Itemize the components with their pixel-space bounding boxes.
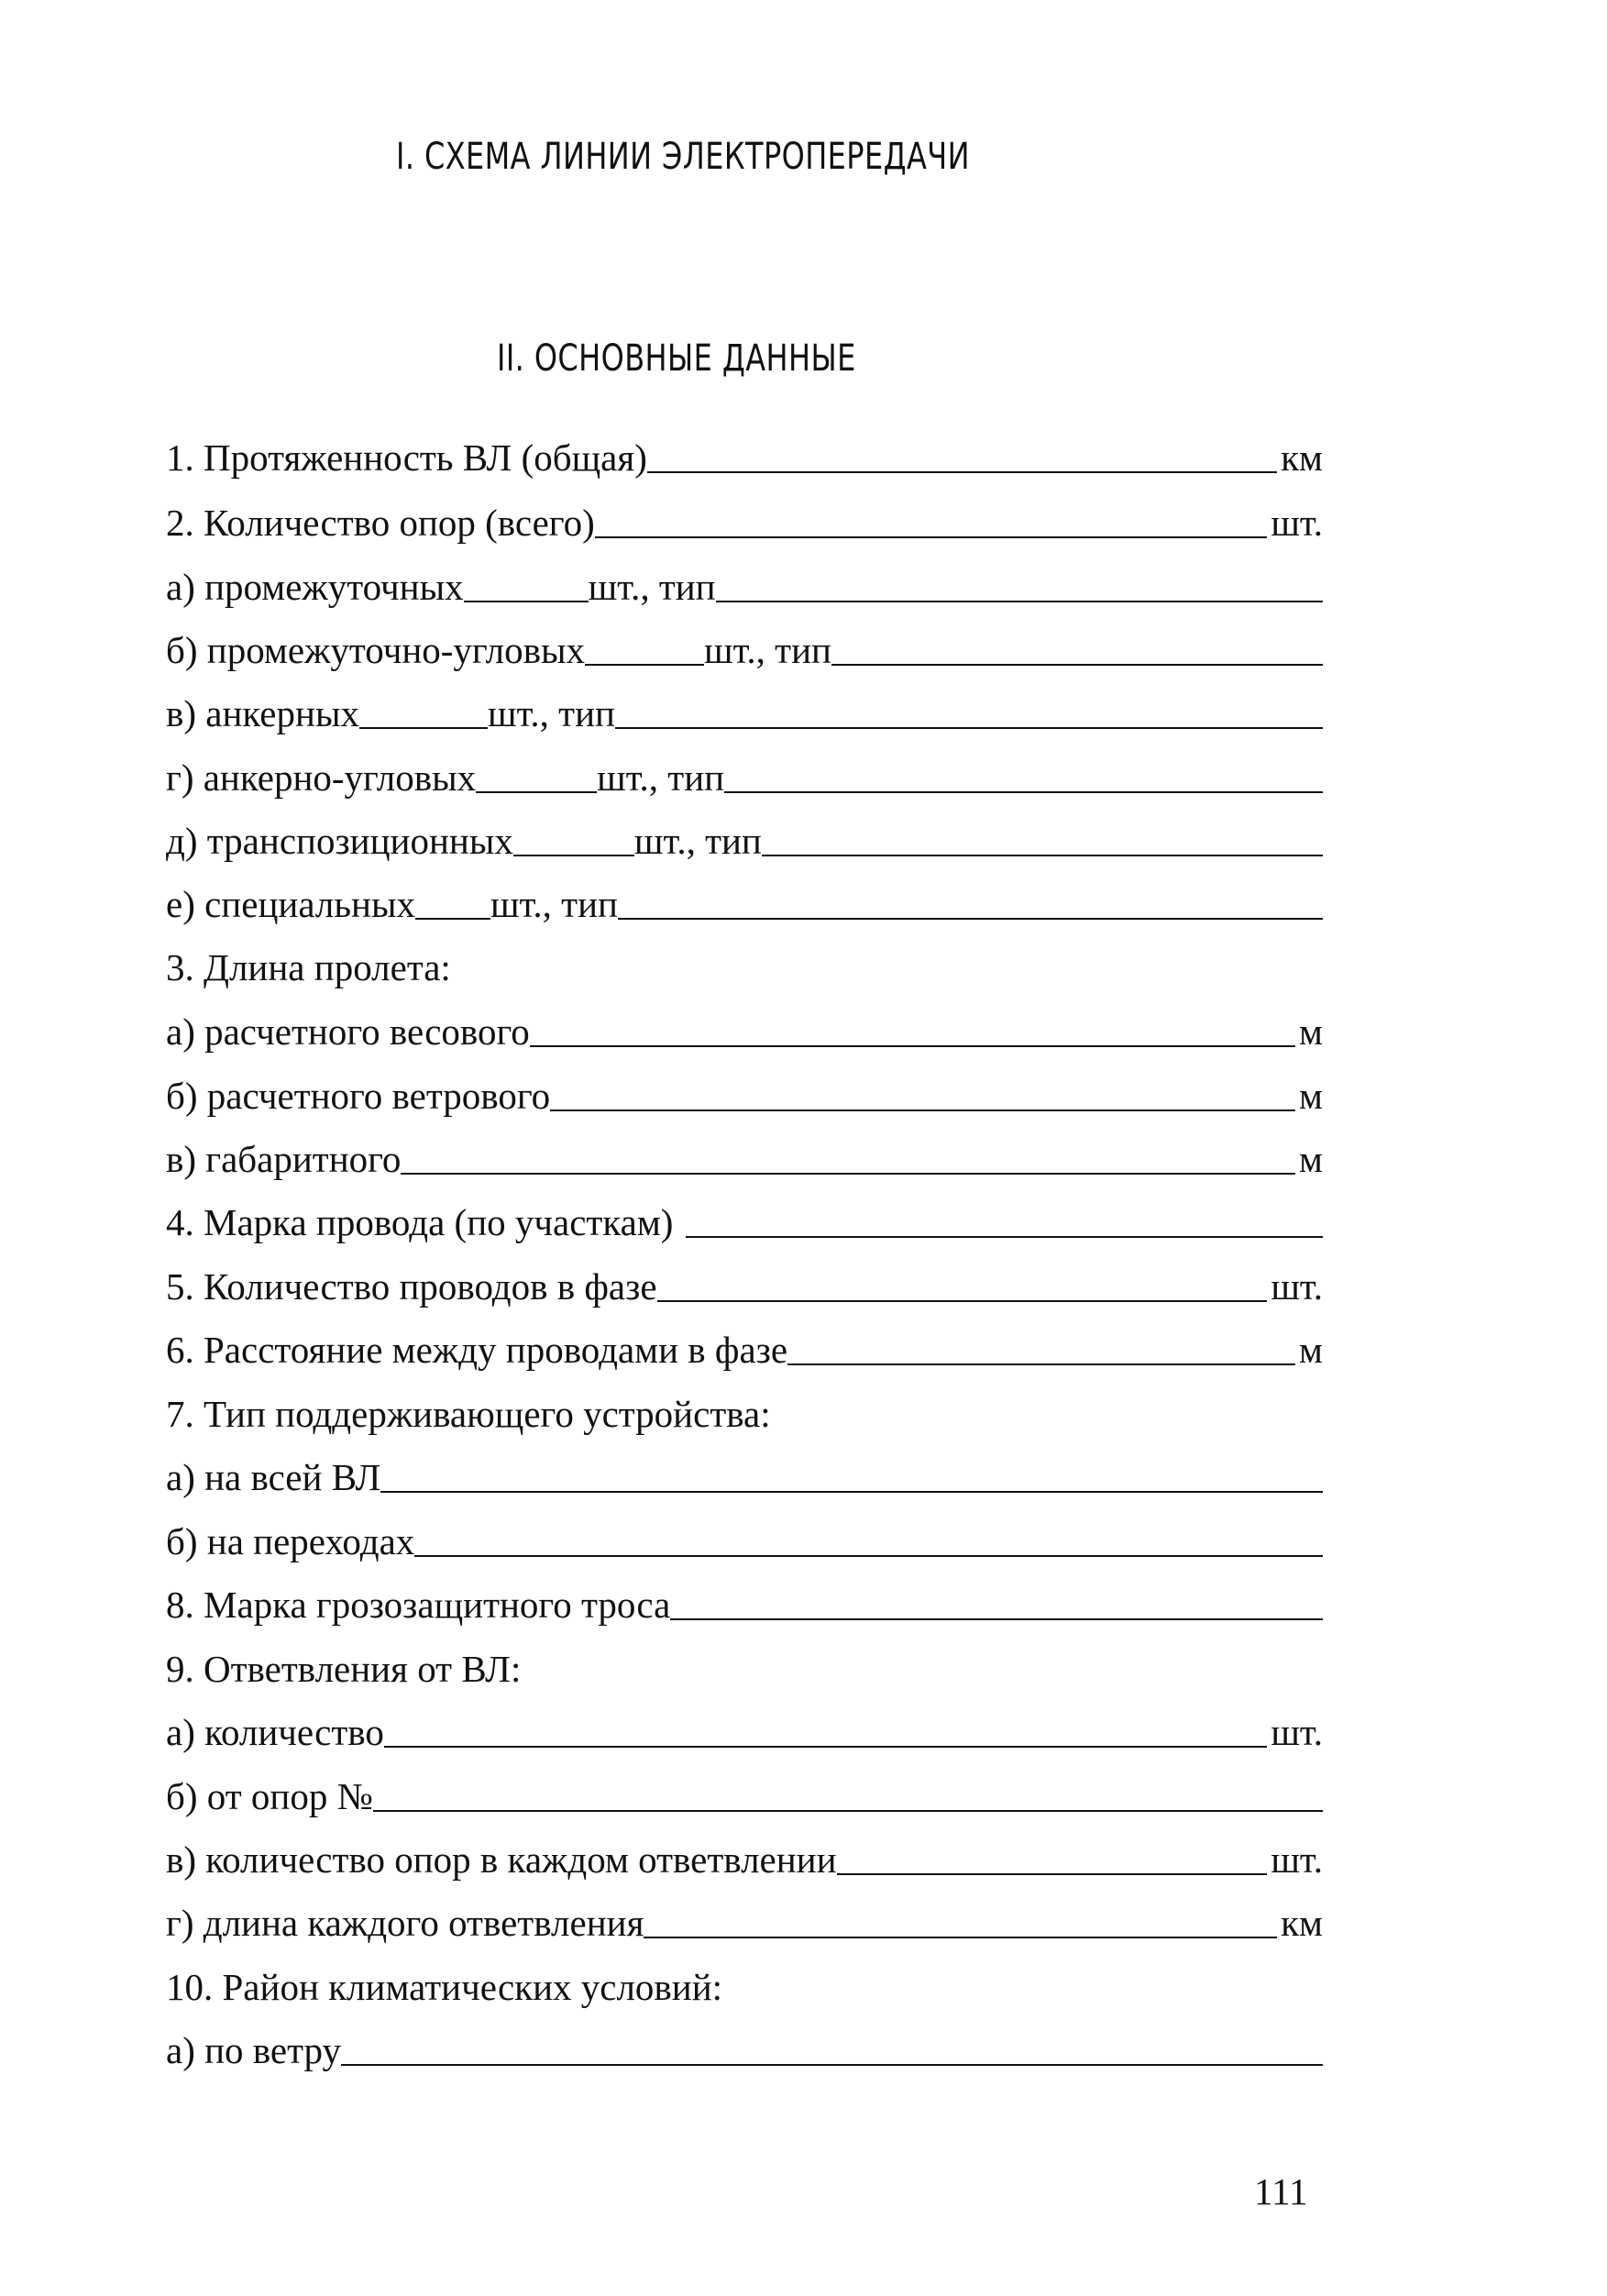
field-mid-label: шт., тип bbox=[633, 820, 762, 862]
field-unit: м bbox=[1299, 1075, 1323, 1117]
blank-input-line bbox=[530, 1045, 1295, 1047]
blank-type-line bbox=[724, 791, 1323, 793]
field-special-poles bbox=[166, 872, 1323, 923]
field-intermediate-angle-poles bbox=[166, 618, 1323, 669]
blank-input-line bbox=[384, 1746, 1268, 1748]
blank-type-line bbox=[831, 664, 1323, 666]
field-mid-label: шт., тип bbox=[490, 883, 618, 925]
blank-input-line bbox=[670, 1618, 1323, 1620]
field-mid-label: шт., тип bbox=[488, 692, 615, 734]
blank-input-line bbox=[341, 2064, 1323, 2066]
field-mid-label: шт., тип bbox=[597, 756, 725, 799]
field-label: 4. Марка провода (по участкам) bbox=[166, 1201, 674, 1243]
section-support-device bbox=[166, 1382, 1323, 1433]
field-unit: шт. bbox=[1271, 1265, 1323, 1308]
field-branch-length bbox=[166, 1891, 1323, 1942]
blank-input-line bbox=[837, 1873, 1268, 1875]
field-label: в) количество опор в каждом ответвлении bbox=[166, 1838, 837, 1881]
field-label: а) расчетного весового bbox=[166, 1010, 530, 1053]
section-branches bbox=[166, 1637, 1323, 1688]
field-wire-spacing bbox=[166, 1318, 1323, 1369]
field-weight-span bbox=[166, 999, 1323, 1051]
field-unit: шт. bbox=[1271, 1838, 1323, 1881]
section-1-heading: I. СХЕМА ЛИНИИ ЭЛЕКТРОПЕРЕДАЧИ bbox=[396, 136, 970, 178]
field-label: а) на всей ВЛ bbox=[166, 1456, 381, 1498]
blank-type-line bbox=[762, 855, 1323, 856]
field-unit: м bbox=[1299, 1329, 1323, 1371]
field-transposition-poles bbox=[166, 809, 1323, 860]
blank-count-line bbox=[359, 727, 488, 729]
field-label: 2. Количество опор (всего) bbox=[166, 502, 595, 544]
field-wire-grade bbox=[166, 1190, 1323, 1242]
field-intermediate-poles bbox=[166, 555, 1323, 606]
field-unit: м bbox=[1299, 1010, 1323, 1053]
field-pole-count bbox=[166, 491, 1323, 542]
field-label: 6. Расстояние между проводами в фазе bbox=[166, 1329, 788, 1371]
blank-type-line bbox=[618, 918, 1323, 920]
blank-input-line bbox=[414, 1555, 1323, 1557]
blank-count-line bbox=[476, 791, 597, 793]
field-label: 9. Ответвления от ВЛ: bbox=[166, 1648, 522, 1690]
field-unit: шт. bbox=[1271, 502, 1323, 544]
field-label: а) по ветру bbox=[166, 2029, 341, 2071]
field-label: 1. Протяженность ВЛ (общая) bbox=[166, 436, 647, 479]
field-wind-span bbox=[166, 1064, 1323, 1115]
field-label: б) расчетного ветрового bbox=[166, 1075, 551, 1117]
field-unit: м bbox=[1299, 1138, 1323, 1180]
blank-input-line bbox=[550, 1109, 1295, 1111]
blank-count-line bbox=[464, 601, 589, 602]
field-support-crossings bbox=[166, 1509, 1323, 1561]
field-label: б) промежуточно-угловых bbox=[166, 629, 586, 671]
blank-input-line bbox=[647, 471, 1277, 473]
field-label: 3. Длина пролета: bbox=[166, 946, 451, 988]
blank-input-line bbox=[686, 1236, 1323, 1238]
field-unit: км bbox=[1281, 436, 1323, 479]
field-label: в) габаритного bbox=[166, 1138, 402, 1180]
field-label: 5. Количество проводов в фазе bbox=[166, 1265, 657, 1308]
field-label: а) промежуточных bbox=[166, 566, 464, 608]
section-climate-region bbox=[166, 1955, 1323, 2006]
field-unit: шт. bbox=[1271, 1711, 1323, 1753]
field-branch-pole-count bbox=[166, 1827, 1323, 1879]
blank-input-line bbox=[401, 1173, 1295, 1175]
blank-input-line bbox=[595, 536, 1268, 538]
field-climate-wind bbox=[166, 2018, 1323, 2070]
blank-input-line bbox=[644, 1937, 1277, 1938]
field-label: б) на переходах bbox=[166, 1520, 415, 1562]
field-mid-label: шт., тип bbox=[704, 629, 831, 671]
field-label: д) транспозиционных bbox=[166, 820, 513, 862]
field-branch-count bbox=[166, 1700, 1323, 1751]
section-span-length bbox=[166, 935, 1323, 987]
field-label: б) от опор № bbox=[166, 1775, 373, 1817]
field-anchor-angle-poles bbox=[166, 745, 1323, 797]
blank-count-line bbox=[513, 855, 634, 856]
field-label: г) анкерно-угловых bbox=[166, 756, 477, 799]
field-branch-from-poles bbox=[166, 1764, 1323, 1816]
field-mid-label: шт., тип bbox=[588, 566, 716, 608]
field-ground-wire-grade bbox=[166, 1573, 1323, 1624]
blank-count-line bbox=[585, 664, 704, 666]
field-wires-per-phase bbox=[166, 1254, 1323, 1306]
field-label: в) анкерных bbox=[166, 692, 359, 734]
blank-input-line bbox=[657, 1300, 1268, 1302]
page-number: 111 bbox=[1254, 2170, 1308, 2213]
field-label: 8. Марка грозозащитного троса bbox=[166, 1584, 671, 1626]
blank-input-line bbox=[373, 1810, 1323, 1812]
field-label: а) количество bbox=[166, 1711, 384, 1753]
blank-type-line bbox=[716, 601, 1323, 602]
field-label: е) специальных bbox=[166, 883, 416, 925]
section-2-heading: II. ОСНОВНЫЕ ДАННЫЕ bbox=[497, 337, 856, 380]
blank-count-line bbox=[415, 918, 490, 920]
field-line-length bbox=[166, 425, 1323, 477]
field-label: 7. Тип поддерживающего устройства: bbox=[166, 1393, 771, 1435]
blank-type-line bbox=[615, 727, 1323, 729]
field-label: 10. Район климатических условий: bbox=[166, 1966, 723, 2008]
blank-input-line bbox=[380, 1491, 1323, 1493]
blank-input-line bbox=[787, 1363, 1295, 1365]
field-clearance-span bbox=[166, 1127, 1323, 1178]
field-label: г) длина каждого ответвления bbox=[166, 1902, 644, 1944]
field-unit: км bbox=[1281, 1902, 1323, 1944]
field-anchor-poles bbox=[166, 681, 1323, 733]
field-support-whole-line bbox=[166, 1445, 1323, 1496]
